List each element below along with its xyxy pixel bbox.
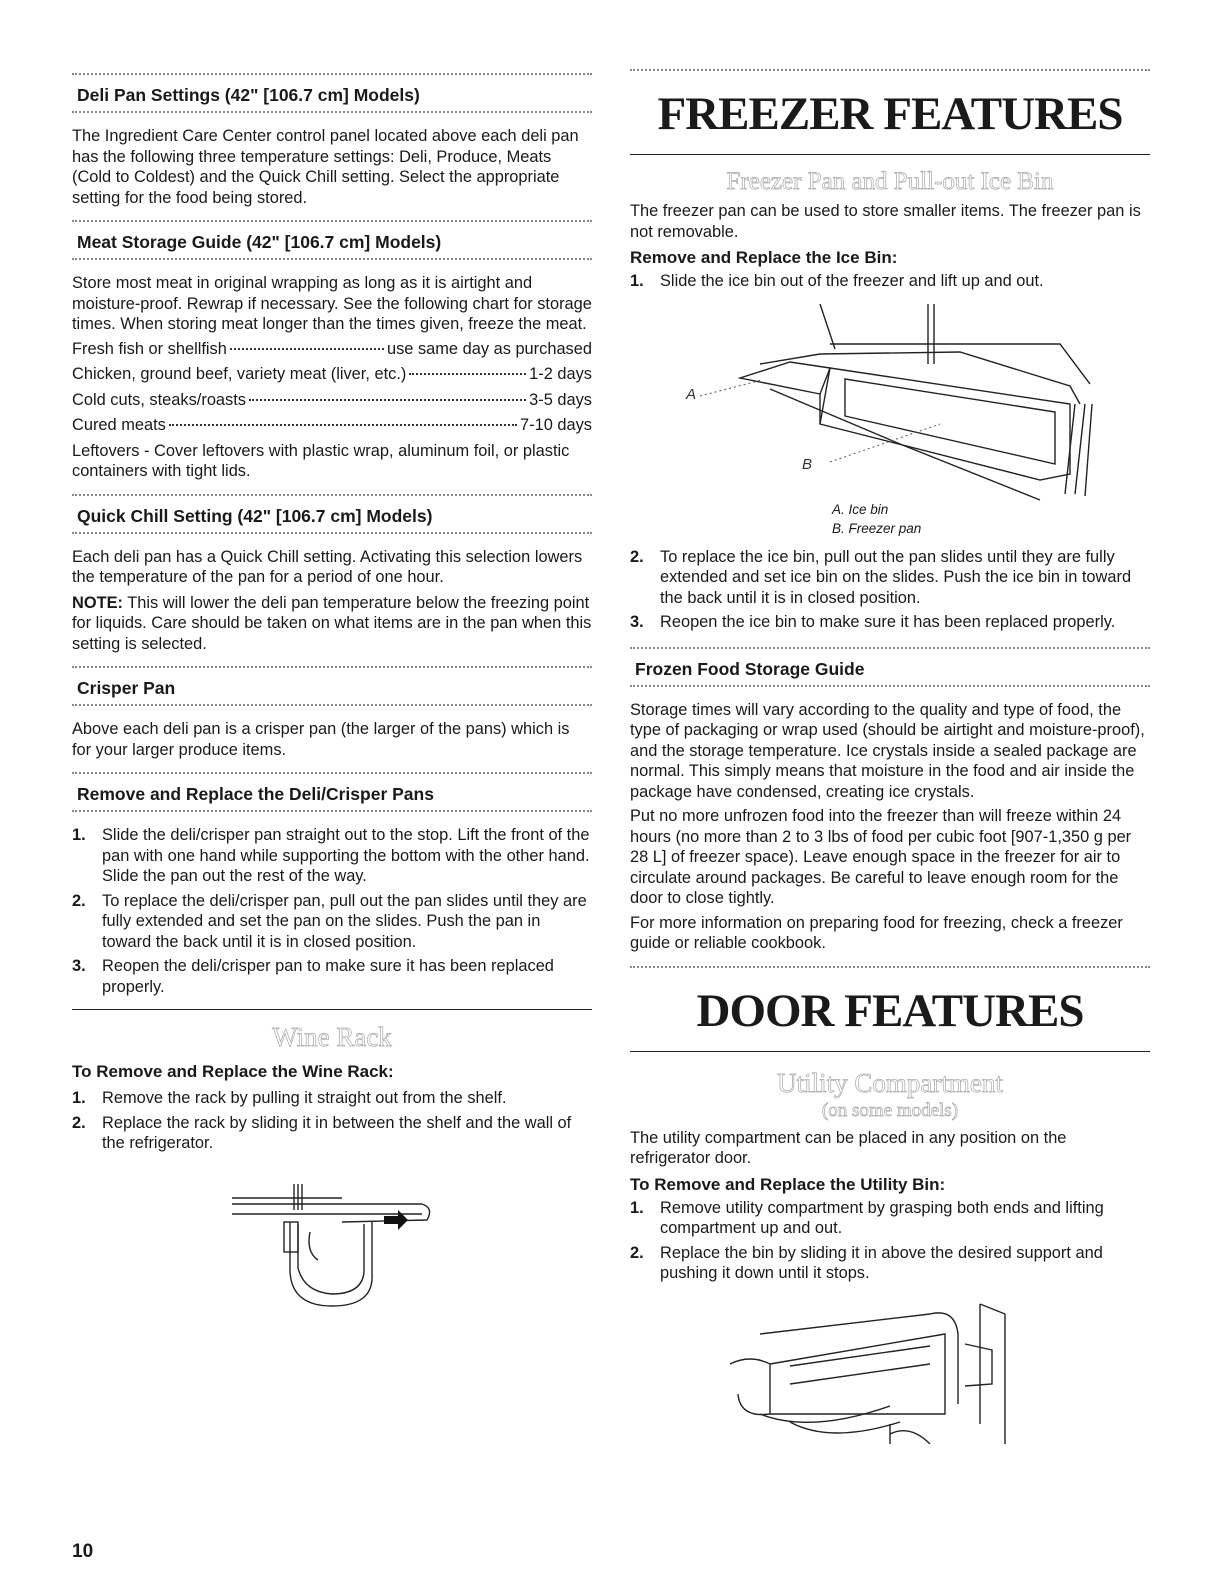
quick-chill-note: NOTE: This will lower the deli pan temperature below the freezing point for liquids. Care should be taken on what items are in the pan when this setting is selected. bbox=[72, 593, 592, 653]
meat-guide-body: Store most meat in original wrapping as long as it is airtight and moisture-proof. Rewrap if necessary. See the following chart for storage times. When storing meat longer than the times given, freeze the meat. bbox=[72, 274, 592, 333]
crisper-body: Above each deli pan is a crisper pan (the larger of the pans) which is for your larger produce items. bbox=[72, 720, 570, 759]
list-item: 3. Reopen the deli/crisper pan to make sure it has been replaced properly. bbox=[72, 957, 554, 996]
crisper-heading: Crisper Pan bbox=[77, 678, 176, 698]
dotted-divider bbox=[630, 647, 1150, 650]
frozen-guide-heading: Frozen Food Storage Guide bbox=[635, 658, 865, 679]
freezer-pan-title: Freezer Pan and Pull-out Ice Bin bbox=[726, 168, 1054, 195]
dotted-divider bbox=[630, 966, 1150, 969]
dotted-divider bbox=[72, 258, 592, 261]
ice-bin-steps bbox=[630, 547, 1150, 633]
list-item: 2. Replace the rack by sliding it in between the shelf and the wall of the refrigerator. bbox=[72, 1113, 572, 1152]
list-item: 2. To replace the ice bin, pull out the pan slides until they are fully extended and set ice bin on the slides. Push the ice bin in toward the back until it is in closed position. bbox=[630, 547, 1132, 607]
utility-steps bbox=[630, 1198, 1150, 1284]
dotted-divider bbox=[72, 704, 592, 707]
utility-body: The utility compartment can be placed in any position on the refrigerator door. bbox=[630, 1128, 1067, 1167]
ice-bin-caption: A. Ice bin B. Freezer pan bbox=[832, 501, 922, 536]
meat-storage-table bbox=[72, 339, 592, 436]
ice-bin-figure bbox=[630, 304, 1150, 539]
ice-bin-illustration bbox=[670, 304, 1100, 504]
arrow-icon bbox=[384, 1210, 408, 1230]
table-row: Cured meats 7-10 days bbox=[72, 416, 592, 434]
dotted-divider bbox=[72, 532, 592, 535]
deli-settings-heading: Deli Pan Settings (42" [106.7 cm] Models) bbox=[77, 85, 420, 105]
table-row: Fresh fish or shellfish use same day as purchased bbox=[72, 339, 592, 358]
freezer-features-title: FREEZER FEATURES bbox=[657, 88, 1123, 140]
left-column bbox=[72, 0, 592, 1310]
remove-pans-heading: Remove and Replace the Deli/Crisper Pans bbox=[77, 784, 434, 804]
ice-bin-subheading: Remove and Replace the Ice Bin: bbox=[630, 248, 898, 267]
wine-rack-illustration bbox=[222, 1180, 462, 1310]
ice-bin-step-1 bbox=[630, 271, 1150, 292]
label-a: A bbox=[686, 385, 697, 403]
section-rule bbox=[630, 154, 1150, 155]
table-row: Cold cuts, steaks/roasts 3-5 days bbox=[72, 390, 592, 409]
deli-settings-body: The Ingredient Care Center control panel located above each deli pan has the following three temperature settings: Deli, Produce, Meats (Cold to Coldest) and the Quick Chill setting. Select the appropriate setting for the food being stored. bbox=[72, 127, 579, 207]
list-item: 1. Remove the rack by pulling it straight out from the shelf. bbox=[72, 1089, 507, 1107]
dotted-divider bbox=[72, 73, 592, 76]
right-column bbox=[630, 0, 1150, 1444]
utility-bin-illustration bbox=[730, 1294, 1030, 1444]
door-features-title: DOOR FEATURES bbox=[696, 984, 1084, 1037]
list-item: 2. To replace the deli/crisper pan, pull out the pan slides until they are fully extended and set the pan on the slides. Push the pan in toward the back until it is in closed position. bbox=[72, 891, 587, 951]
dotted-divider bbox=[630, 685, 1150, 688]
dotted-divider bbox=[72, 220, 592, 223]
frozen-guide-paragraph: Storage times will vary according to the quality and type of food, the type of packaging or wrap used (should be airtight and moisture-proof), and the storage temperature. Ice crystals inside a sealed package are normal. This simply means that moisture in the food and air inside the package have condensed, creating ice crystals. bbox=[630, 700, 1145, 801]
utility-title: Utility Compartment bbox=[777, 1067, 1003, 1098]
wine-rack-title: Wine Rack bbox=[272, 1022, 392, 1052]
dotted-divider bbox=[72, 666, 592, 669]
freezer-pan-body: The freezer pan can be used to store smaller items. The freezer pan is not removable. bbox=[630, 202, 1141, 241]
table-row: Chicken, ground beef, variety meat (liver, etc.) 1-2 days bbox=[72, 365, 592, 383]
dotted-divider bbox=[72, 111, 592, 114]
list-item: 2. Replace the bin by sliding it in above the desired support and pushing it down until it stops. bbox=[630, 1243, 1103, 1282]
list-item: 1. Slide the deli/crisper pan straight out to the stop. Lift the front of the pan with one hand while supporting the bottom with the other hand. Slide the pan out the rest of the way. bbox=[72, 826, 590, 885]
section-rule bbox=[630, 1051, 1150, 1052]
leftovers-text: Leftovers - Cover leftovers with plastic wrap, aluminum foil, or plastic containers with tight lids. bbox=[72, 441, 570, 480]
list-item: 1. Remove utility compartment by grasping both ends and lifting compartment up and out. bbox=[630, 1198, 1104, 1237]
dotted-divider bbox=[630, 69, 1150, 72]
label-b: B bbox=[802, 455, 813, 473]
section-rule bbox=[72, 1009, 592, 1010]
list-item: 1. Slide the ice bin out of the freezer and lift up and out. bbox=[630, 272, 1044, 290]
quick-chill-heading: Quick Chill Setting (42" [106.7 cm] Models) bbox=[77, 505, 433, 526]
page-number: 10 bbox=[72, 1541, 94, 1562]
list-item: 3. Reopen the ice bin to make sure it has been replaced properly. bbox=[630, 613, 1116, 631]
utility-subtitle: (on some models) bbox=[821, 1099, 959, 1121]
wine-rack-subheading: To Remove and Replace the Wine Rack: bbox=[72, 1062, 394, 1081]
quick-chill-body: Each deli pan has a Quick Chill setting. Activating this selection lowers the temperature of the pan for a period of one hour. bbox=[72, 547, 583, 586]
utility-subheading: To Remove and Replace the Utility Bin: bbox=[630, 1174, 946, 1194]
frozen-guide-paragraph: For more information on preparing food for freezing, check a freezer guide or reliable cookbook. bbox=[630, 913, 1123, 952]
frozen-guide-paragraph: Put no more unfrozen food into the freezer than will freeze within 24 hours (no more than 2 to 3 lbs of food per cubic foot [907-1,350 g per 28 L] of freezer space). Leave enough space in the freezer for air to circulate around packages. Be careful to leave enough room for the door to close tightly. bbox=[630, 807, 1132, 907]
dotted-divider bbox=[72, 810, 592, 813]
remove-pans-steps bbox=[72, 825, 592, 997]
meat-guide-heading: Meat Storage Guide (42" [106.7 cm] Models) bbox=[77, 232, 442, 252]
dotted-divider bbox=[72, 772, 592, 775]
wine-rack-steps bbox=[72, 1088, 592, 1154]
dotted-divider bbox=[72, 494, 592, 497]
